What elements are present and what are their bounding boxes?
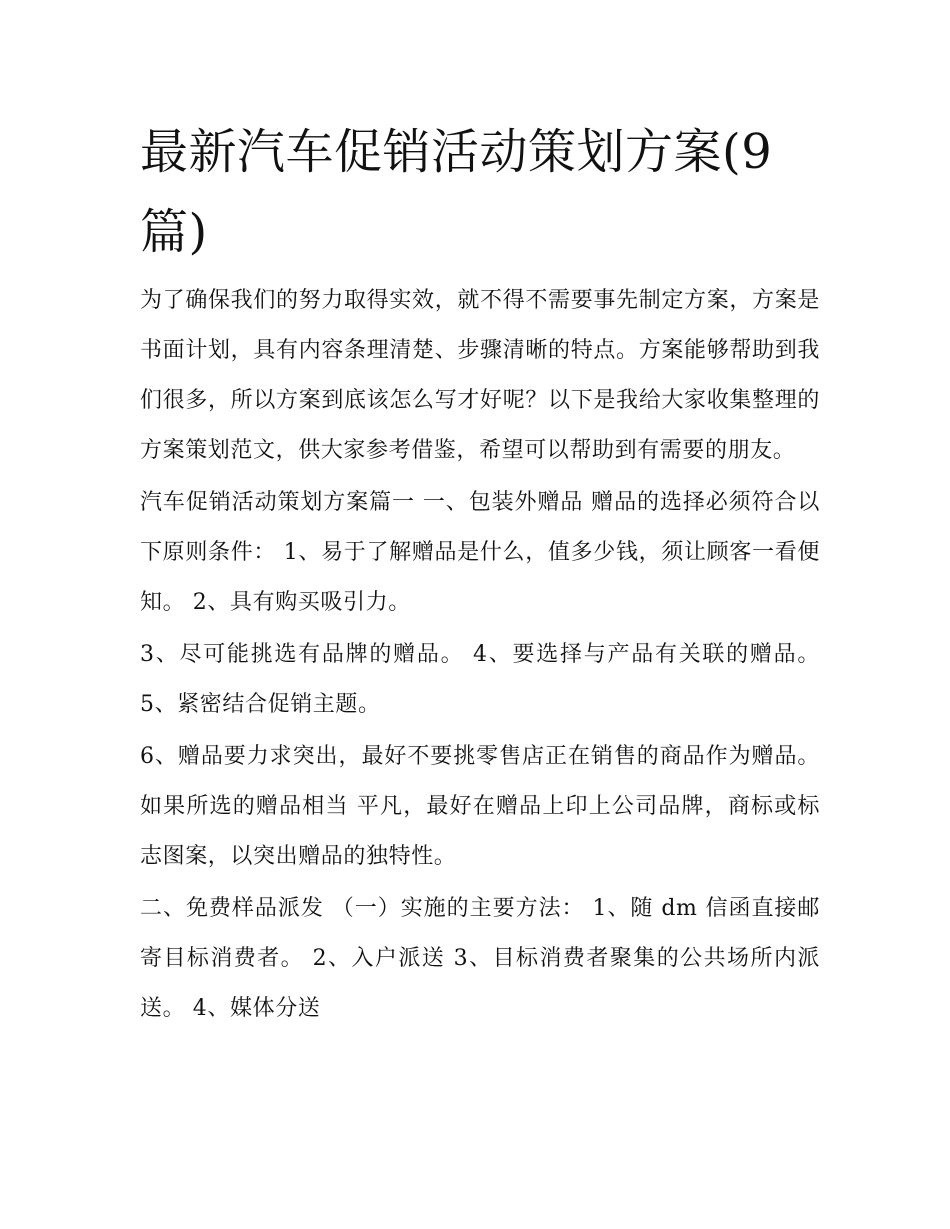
document-title: 最新汽车促销活动策划方案(9篇) [140,124,773,260]
intro-paragraph: 为了确保我们的努力取得实效，就不得不需要事先制定方案，方案是书面计划，具有内容条理清楚、步骤清晰的特点。方案能够帮助到我们很多，所以方案到底该怎么写才好呢？以下是我给大家收集整理的方案策划范文，供大家参考借鉴，希望可以帮助到有需要的朋友。 [140,288,820,463]
free-sample-paragraph: 二、免费样品派发 （一）实施的主要方法： 1、随 dm 信函直接邮寄目标消费者。 2、入户派送 3、目标消费者聚集的公共场所内派送。 4、媒体分送 [140,896,820,1021]
section-one-paragraph: 汽车促销活动策划方案篇一 一、包装外赠品 赠品的选择必须符合以下原则条件： 1、易于了解赠品是什么，值多少钱，须让顾客一看便知。 2、具有购买吸引力。 [140,490,820,615]
document-page [140,112,820,1034]
gift-highlight-paragraph: 6、赠品要力求突出，最好不要挑零售店正在销售的商品作为赠品。如果所选的赠品相当 平凡，最好在赠品上印上公司品牌，商标或标志图案，以突出赠品的独特性。 [140,744,820,869]
gift-rules-paragraph: 3、尽可能挑选有品牌的赠品。 4、要选择与产品有关联的赠品。 5、紧密结合促销主题。 [140,642,820,717]
